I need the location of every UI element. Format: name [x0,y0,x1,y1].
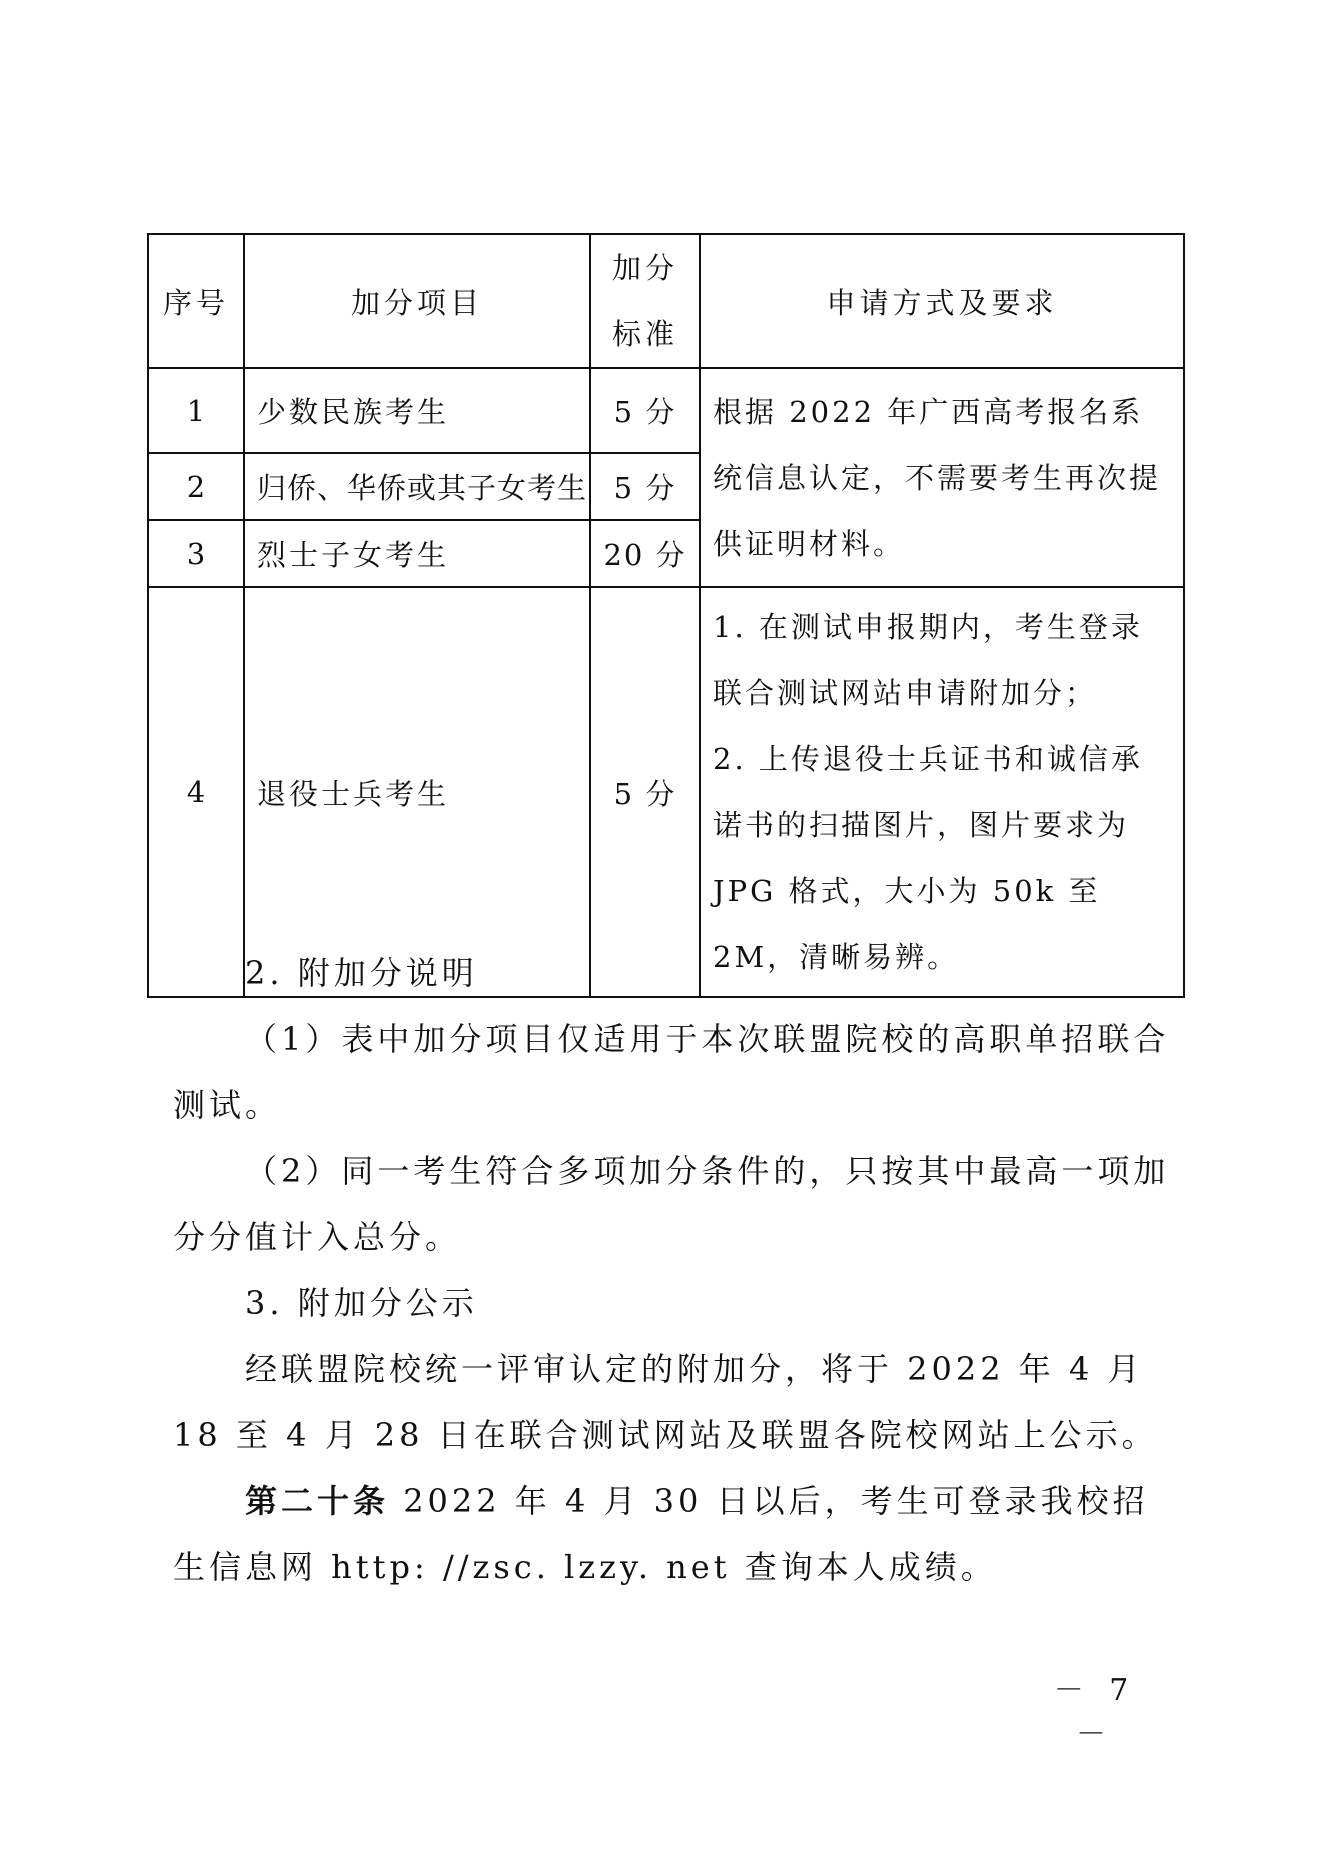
section-2-paragraph-1: （1）表中加分项目仅适用于本次联盟院校的高职单招联合测试。 [173,1020,1170,1124]
row-item: 退役士兵考生 [244,587,590,997]
article-20-label: 第二十条 [245,1482,390,1520]
section-3-paragraph: 经联盟院校统一评审认定的附加分，将于 2022 年 4 月 18 至 4 月 28 日在联合测试网站及联盟各院校网站上公示。 [173,1350,1158,1454]
table-row [148,368,1184,453]
bonus-points-table [147,233,1185,998]
row-num: 2 [148,453,244,520]
requirement-step-1: 1. 在测试申报期内，考生登录联合测试网站申请附加分； [713,610,1143,710]
header-num: 序号 [148,234,244,368]
header-standard-line1: 加分 [611,251,678,285]
section-2-paragraph-2: （2）同一考生符合多项加分条件的，只按其中最高一项加分分值计入总分。 [173,1152,1170,1256]
row-requirement [700,587,1184,997]
section-3-title: 3. 附加分公示 [245,1284,478,1322]
section-2-title: 2. 附加分说明 [245,954,478,992]
row-num: 1 [148,368,244,453]
row-num: 3 [148,520,244,587]
header-standard-line2: 标准 [611,317,678,351]
requirement-step-2: 2. 上传退役士兵证书和诚信承诺书的扫描图片，图片要求为 JPG 格式，大小为 50k 至 2M，清晰易辨。 [713,742,1143,974]
header-standard [590,234,700,368]
row-item: 烈士子女考生 [244,520,590,587]
row-item: 少数民族考生 [244,368,590,453]
table-row [148,587,1184,997]
row-num: 4 [148,587,244,997]
row-standard: 5 分 [590,587,700,997]
header-requirement: 申请方式及要求 [700,234,1184,368]
row-standard: 20 分 [590,520,700,587]
page-number: － 7 － [1053,1673,1137,1752]
header-item: 加分项目 [244,234,590,368]
row-standard: 5 分 [590,368,700,453]
row-item: 归侨、华侨或其子女考生 [244,453,590,520]
row-standard: 5 分 [590,453,700,520]
article-20-paragraph [173,1468,1178,1600]
table-header-row [148,234,1184,368]
row-requirement-group: 根据 2022 年广西高考报名系统信息认定，不需要考生再次提供证明材料。 [700,368,1184,587]
article-20-text: 2022 年 4 月 30 日以后，考生可登录我校招生信息网 http: //zsc. lzzy. net 查询本人成绩。 [173,1482,1149,1586]
